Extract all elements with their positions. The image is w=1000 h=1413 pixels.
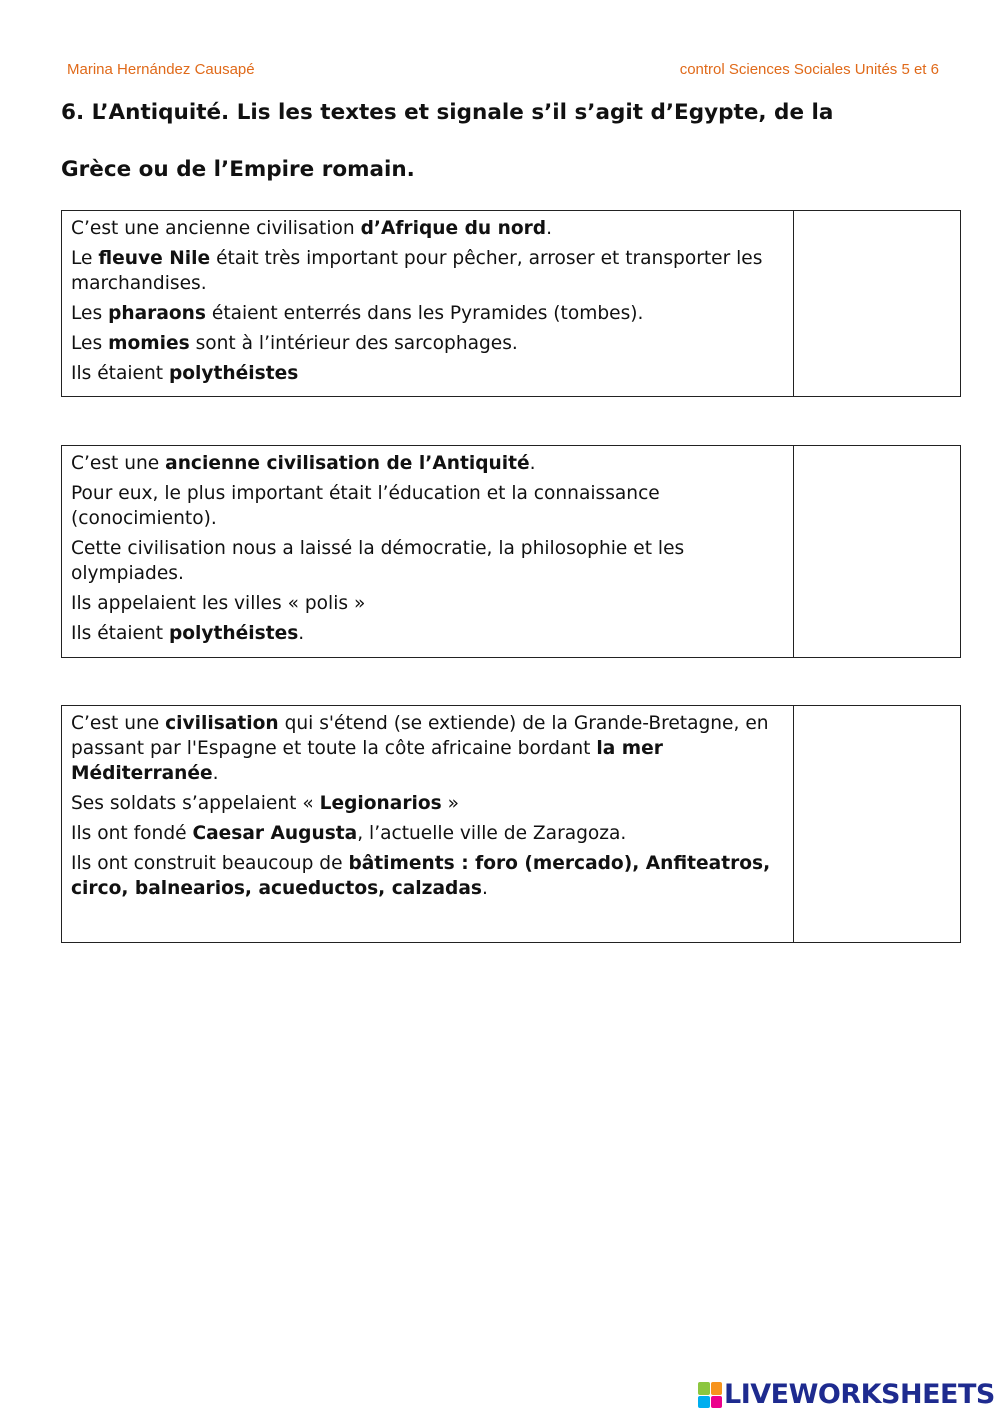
text-line (71, 536, 784, 586)
text-line (71, 821, 784, 846)
text-segment: Les (71, 303, 109, 324)
egypt-text-box (61, 210, 961, 397)
text-segment: Le (71, 248, 99, 269)
logo-square (698, 1396, 710, 1409)
text-segment: C’est une (71, 453, 166, 474)
bold-term: Legionarios (319, 793, 442, 814)
header-subject: control Sciences Sociales Unités 5 et 6 (679, 61, 939, 78)
text-segment: C’est une ancienne civilisation (71, 218, 361, 239)
text-line (71, 361, 784, 386)
text-segment: sont à l’intérieur des sarcophages. (189, 333, 518, 354)
text-line (71, 301, 784, 326)
bold-term: la mer Méditerranée (71, 738, 663, 784)
text-segment: C’est une (71, 713, 166, 734)
text-segment: Les (71, 333, 109, 354)
bold-term: pharaons (108, 303, 206, 324)
text-segment: étaient enterrés dans les Pyramides (tombes). (205, 303, 644, 324)
text-segment: . (481, 878, 488, 899)
logo-square (711, 1382, 723, 1395)
text-segment: Ils ont fondé (71, 823, 193, 844)
box-text-cell (62, 211, 794, 397)
bold-term: momies (108, 333, 190, 354)
bold-term: civilisation (165, 713, 279, 734)
liveworksheets-logo-text: LIVEWORKSHEETS (724, 1379, 995, 1410)
bold-term: polythéistes (168, 363, 299, 384)
text-segment: Ses soldats s’appelaient « (71, 793, 320, 814)
bold-term: d’Afrique du nord (360, 218, 547, 239)
text-segment: qui s'étend (se extiende) de la Grande-Bretagne, en passant par l'Espagne et toute la côte africaine bordant (71, 713, 769, 759)
text-line (71, 331, 784, 356)
text-segment: Cette civilisation nous a laissé la démocratie, la philosophie et les olympiades. (71, 538, 685, 584)
text-segment: . (546, 218, 553, 239)
text-segment: Ils étaient (71, 363, 169, 384)
text-segment: . (298, 623, 305, 644)
liveworksheets-logo (698, 1380, 995, 1410)
text-segment: Ils appelaient les villes « polis » (71, 593, 366, 614)
box-text-cell (62, 446, 794, 658)
text-line (71, 591, 784, 616)
bold-term: bâtiments : foro (mercado), Anfiteatros, circo, balnearios, acueductos, calzadas (71, 853, 771, 899)
text-segment: . (529, 453, 536, 474)
rome-text-box (61, 705, 961, 943)
logo-square (698, 1382, 710, 1395)
text-segment: Ils étaient (71, 623, 169, 644)
liveworksheets-logo-icon (698, 1382, 722, 1408)
text-line (71, 481, 784, 531)
bold-term: ancienne civilisation de l’Antiquité (165, 453, 530, 474)
text-line (71, 451, 784, 476)
exercise-title-line-1: 6. L’Antiquité. Lis les textes et signale s’il s’agit d’Egypte, de la (61, 100, 834, 125)
header-author: Marina Hernández Causapé (67, 61, 255, 78)
text-line (71, 791, 784, 816)
answer-cell-2[interactable] (794, 446, 961, 658)
text-line (71, 216, 784, 241)
text-segment: , l’actuelle ville de Zaragoza. (357, 823, 627, 844)
box-text-cell (62, 706, 794, 943)
bold-term: Caesar Augusta (192, 823, 358, 844)
bold-term: fleuve Nile (98, 248, 211, 269)
text-line (71, 711, 784, 786)
text-line (71, 621, 784, 646)
answer-cell-3[interactable] (794, 706, 961, 943)
answer-cell-1[interactable] (794, 211, 961, 397)
exercise-title (61, 84, 941, 198)
text-segment: » (441, 793, 460, 814)
exercise-title-line-2: Grèce ou de l’Empire romain. (61, 157, 415, 182)
text-segment: . (212, 763, 219, 784)
greece-text-box (61, 445, 961, 658)
text-segment: était très important pour pêcher, arroser et transporter les marchandises. (71, 248, 763, 294)
text-segment: Pour eux, le plus important était l’éducation et la connaissance (conocimiento). (71, 483, 660, 529)
text-line (71, 851, 784, 901)
bold-term: polythéistes (168, 623, 299, 644)
text-segment: Ils ont construit beaucoup de (71, 853, 349, 874)
text-line (71, 246, 784, 296)
logo-square (711, 1396, 723, 1409)
